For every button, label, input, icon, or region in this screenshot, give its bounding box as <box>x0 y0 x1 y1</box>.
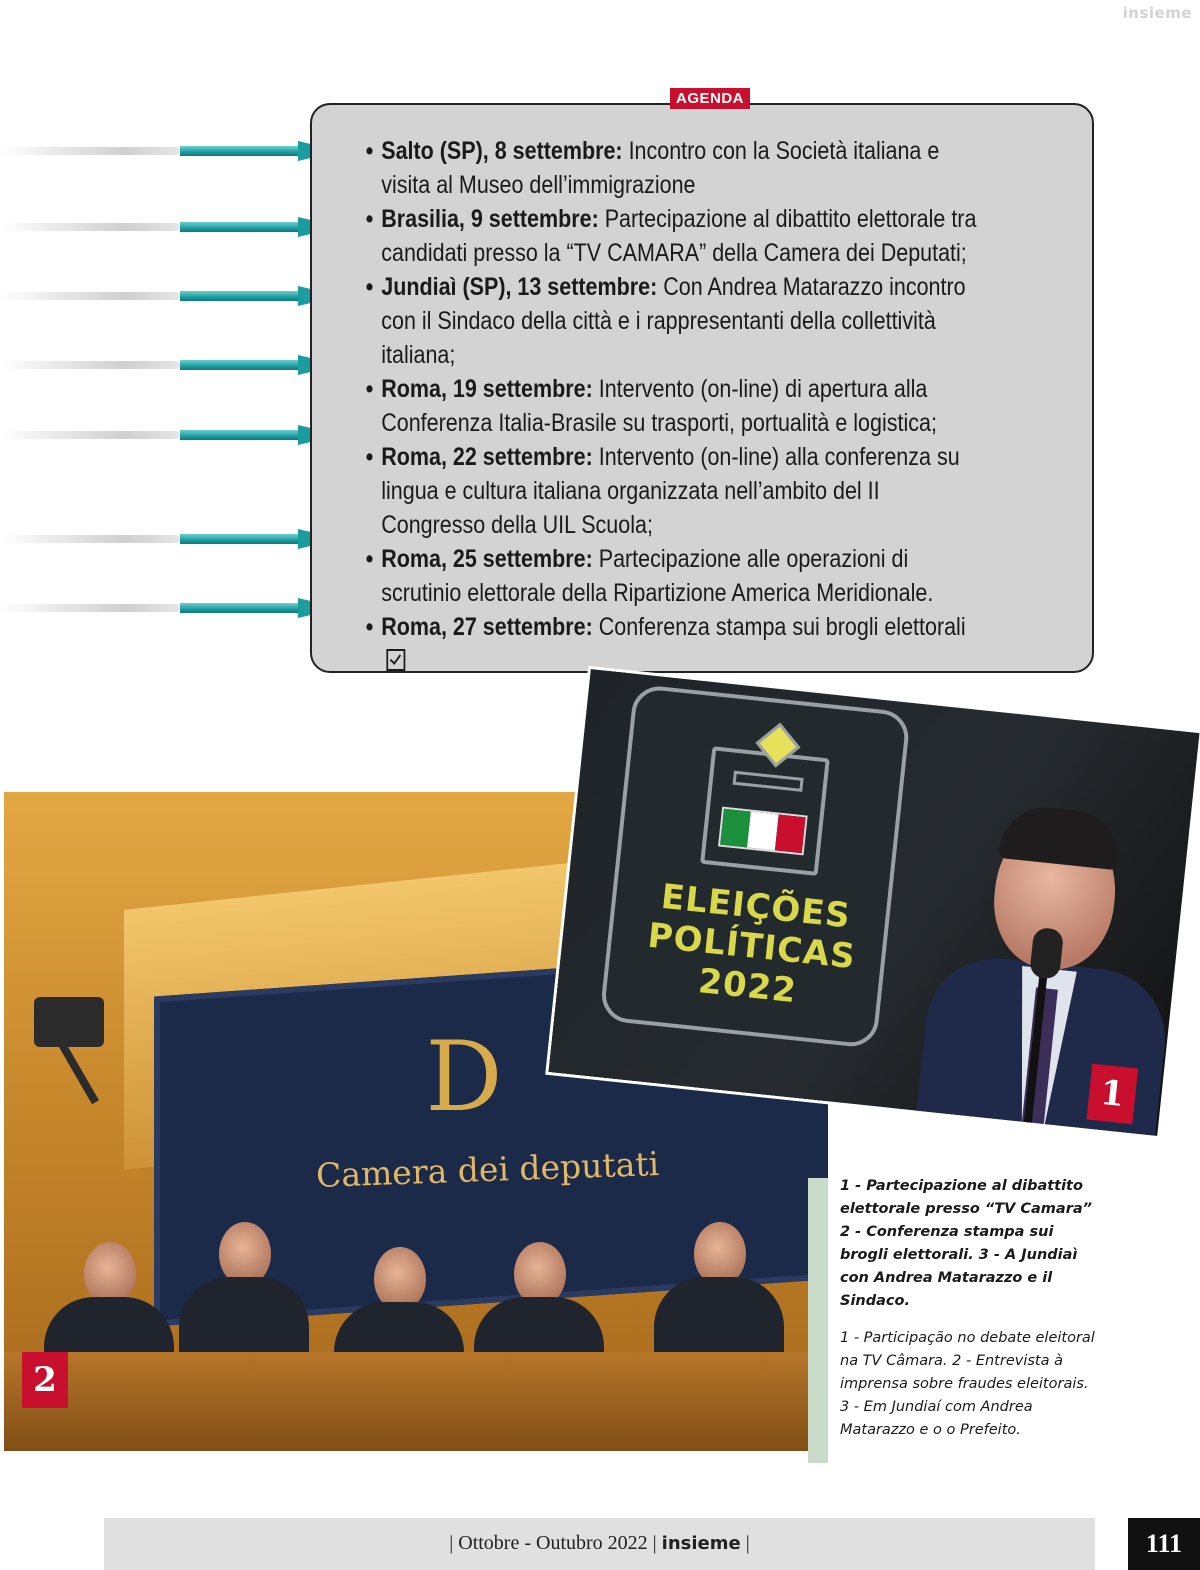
footer-date: | Ottobre - Outubro 2022 | <box>449 1532 657 1554</box>
photo-number-badge: 1 <box>1086 1064 1138 1125</box>
camera-icon <box>34 997 104 1047</box>
arrow-icon <box>0 529 345 549</box>
list-item: • Salto (SP), 8 settembre: Incontro con la Società italiana e visita al Museo dell’immigrazione <box>365 137 940 199</box>
agenda-desc: Intervento (on-line) di apertura alla Conferenza Italia-Brasile su trasporti, portualità e logistica; <box>381 375 937 437</box>
list-item: • Jundiaì (SP), 13 settembre: Con Andrea Matarazzo incontro con il Sindaco della città e i rappresentanti della collettività italiana; <box>365 273 966 369</box>
flag-stripe <box>720 809 751 848</box>
chamber-emblem-icon: D <box>425 1021 503 1133</box>
page-number: 111 <box>1128 1518 1200 1570</box>
agenda-place: Brasilia, 9 settembre: <box>381 205 599 233</box>
arrow-icon <box>0 286 345 306</box>
agenda-desc: Con Andrea Matarazzo incontro con il Sindaco della città e i rappresentanti della collettività italiana; <box>381 273 966 369</box>
flag-stripe <box>747 812 778 851</box>
list-item: • Roma, 27 settembre: Conferenza stampa sui brogli elettorali <box>352 610 980 678</box>
caption-portuguese: 1 - Participação no debate eleitoral na TV Câmara. 2 - Entrevista à imprensa sobre fraudes eleitorais. 3 - Em Jundiaí com Andrea Matarazzo e o o Prefeito. <box>840 1330 1095 1438</box>
wall-label: Camera dei deputati <box>315 1144 660 1195</box>
agenda-tag: AGENDA <box>670 88 750 109</box>
photo-caption <box>840 1175 1100 1442</box>
caption-bar <box>808 1178 828 1463</box>
agenda-place: Roma, 19 settembre: <box>381 375 593 403</box>
agenda-place: Roma, 25 settembre: <box>381 545 593 573</box>
agenda-desc: Partecipazione alle operazioni di scrutinio elettorale della Ripartizione America Meridionale. <box>381 545 934 607</box>
list-item: • Brasilia, 9 settembre: Partecipazione al dibattito elettorale tra candidati presso la “TV CAMARA” della Camera dei Deputati; <box>365 205 977 267</box>
agenda-place: Roma, 27 settembre: <box>381 613 593 641</box>
arrow-icon <box>0 217 345 237</box>
photo-tv-debate <box>549 669 1200 1136</box>
agenda-desc: Incontro con la Società italiana e visita al Museo dell’immigrazione <box>381 137 940 199</box>
agenda-desc: Conferenza stampa sui brogli elettorali <box>598 613 966 641</box>
arrow-icon <box>0 141 345 161</box>
footer-brand: insieme <box>661 1533 741 1554</box>
arrow-icon <box>0 425 345 445</box>
italian-flag-icon <box>718 807 808 856</box>
footer-bar <box>104 1518 1095 1570</box>
speaker-figure <box>916 797 1188 1136</box>
agenda-desc: Partecipazione al dibattito elettorale tra candidati presso la “TV CAMARA” della Camera dei Deputati; <box>381 205 977 267</box>
photo-number-badge: 2 <box>22 1352 68 1408</box>
agenda-list <box>352 134 980 678</box>
caption-italian: 1 - Partecipazione al dibattito elettorale presso “TV Camara” 2 - Conferenza stampa sui brogli elettorali. 3 - A Jundiaì con Andrea Matarazzo e il Sindaco. <box>840 1178 1092 1309</box>
checkbox-icon <box>386 649 405 671</box>
agenda-desc: Intervento (on-line) alla conferenza su lingua e cultura italiana organizzata nell’ambito del II Congresso della UIL Scuola; <box>381 443 960 539</box>
arrow-icon <box>0 598 345 618</box>
election-sign <box>599 684 911 1049</box>
list-item: • Roma, 25 settembre: Partecipazione alle operazioni di scrutinio elettorale della Ripartizione America Meridionale. <box>365 545 934 607</box>
agenda-place: Roma, 22 settembre: <box>381 443 593 471</box>
agenda-place: Salto (SP), 8 settembre: <box>381 137 623 165</box>
sign-title: ELEIÇÕES POLÍTICAS 2022 <box>645 876 858 1012</box>
arrow-icon <box>0 355 345 375</box>
flag-stripe <box>775 815 806 854</box>
footer-text <box>104 1532 1095 1555</box>
footer-separator: | <box>745 1532 750 1554</box>
ballot-box-icon <box>700 746 830 876</box>
agenda-place: Jundiaì (SP), 13 settembre: <box>381 273 658 301</box>
list-item: • Roma, 19 settembre: Intervento (on-line) di apertura alla Conferenza Italia-Brasile su trasporti, portualità e logistica; <box>365 375 937 437</box>
list-item: • Roma, 22 settembre: Intervento (on-line) alla conferenza su lingua e cultura italiana organizzata nell’ambito del II Congresso della UIL Scuola; <box>365 443 960 539</box>
masthead-brand: insieme <box>1122 4 1192 22</box>
